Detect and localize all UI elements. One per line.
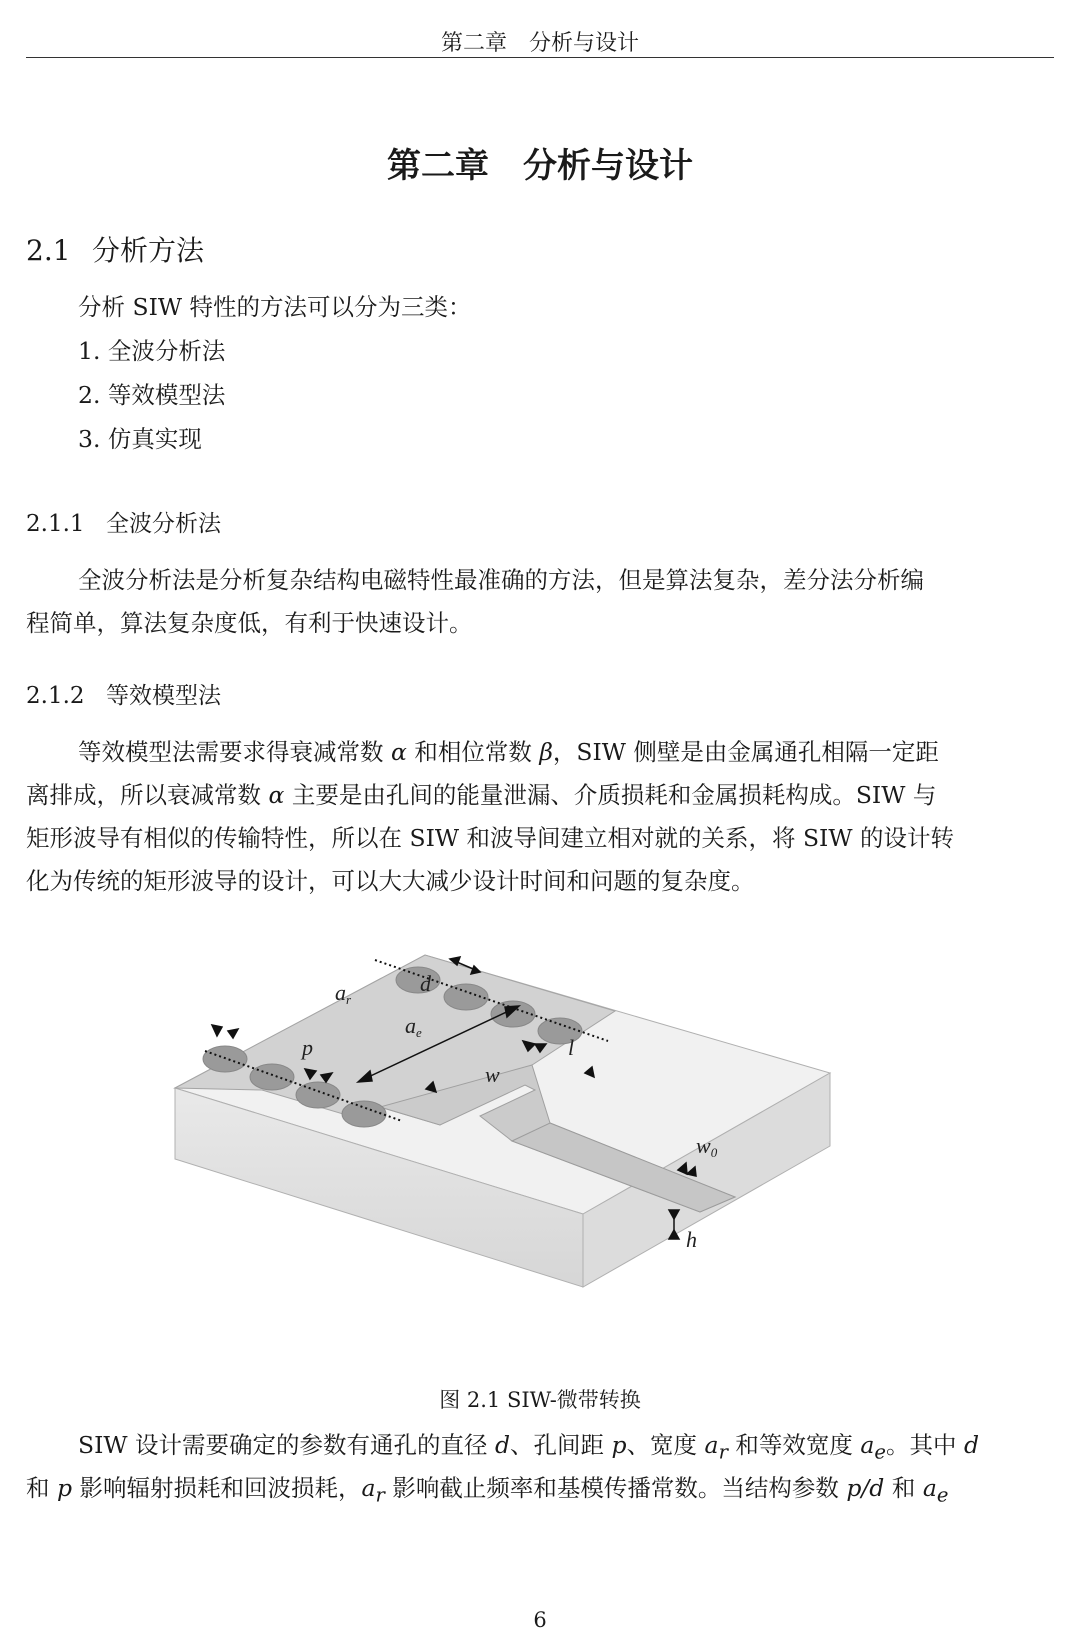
paragraph-line: 全波分析法是分析复杂结构电磁特性最准确的方法，但是算法复杂，差分法分析编 [78, 566, 924, 594]
list-item: 2. 等效模型法 [78, 381, 226, 409]
paragraph-line: 化为传统的矩形波导的设计，可以大大减少设计时间和问题的复杂度。 [26, 867, 755, 895]
label-w0: w0 [696, 1133, 718, 1160]
section-title: 分析方法 [92, 234, 205, 267]
paragraph-line: 程简单，算法复杂度低，有利于快速设计。 [26, 609, 473, 637]
label-d: d [420, 971, 431, 996]
beta-symbol: β [539, 738, 553, 766]
subsection-number: 2.1.2 [26, 683, 85, 709]
subsection-number: 2.1.1 [26, 511, 85, 537]
page-number: 6 [533, 1608, 547, 1632]
chapter-title: 第二章 分析与设计 [387, 146, 693, 186]
label-ae: ae [405, 1013, 422, 1040]
subsection-heading-2-1-2 [26, 677, 221, 710]
paragraph-line: 和 p 影响辐射损耗和回波损耗，$a_r$ 影响截止频率和基模传播常数。当结构参数 p/d 和 $a_e$ [26, 1474, 949, 1507]
section-intro: 分析 SIW 特性的方法可以分为三类： [78, 293, 472, 321]
alpha-symbol: α [268, 781, 285, 809]
label-h: h [686, 1227, 697, 1252]
figure-caption: 图 2.1 SIW-微带转换 [439, 1388, 641, 1412]
paragraph-line: 离排成，所以衰减常数 α 主要是由孔间的能量泄漏、介质损耗和金属损耗构成。SIW 与 [26, 781, 937, 809]
paragraph-line: 矩形波导有相似的传输特性，所以在 SIW 和波导间建立相对就的关系，将 SIW 的设计转 [26, 824, 954, 852]
paragraph-line: 等效模型法需要求得衰减常数 α 和相位常数 β，SIW 侧壁是由金属通孔相隔一定距 [78, 738, 939, 766]
paragraph-line: SIW 设计需要确定的参数有通孔的直径 d、孔间距 p、宽度 $a_r$ 和等效宽度 $a_e$。其中 d [78, 1431, 980, 1464]
list-item: 3. 仿真实现 [78, 425, 202, 453]
label-l: l [568, 1035, 575, 1060]
subsection-heading-2-1-1 [26, 505, 221, 538]
section-number: 2.1 [26, 234, 71, 267]
subsection-title: 等效模型法 [106, 683, 221, 709]
alpha-symbol: α [390, 738, 407, 766]
siw-microstrip-transition-figure [130, 925, 955, 1360]
header-rule [26, 57, 1054, 58]
list-item: 1. 全波分析法 [78, 337, 226, 365]
label-w: w [485, 1062, 500, 1087]
label-ar: ar [335, 980, 352, 1007]
subsection-title: 全波分析法 [106, 511, 221, 537]
running-header: 第二章 分析与设计 [440, 31, 639, 56]
section-heading-2-1 [26, 229, 204, 269]
label-p: p [302, 1035, 313, 1060]
